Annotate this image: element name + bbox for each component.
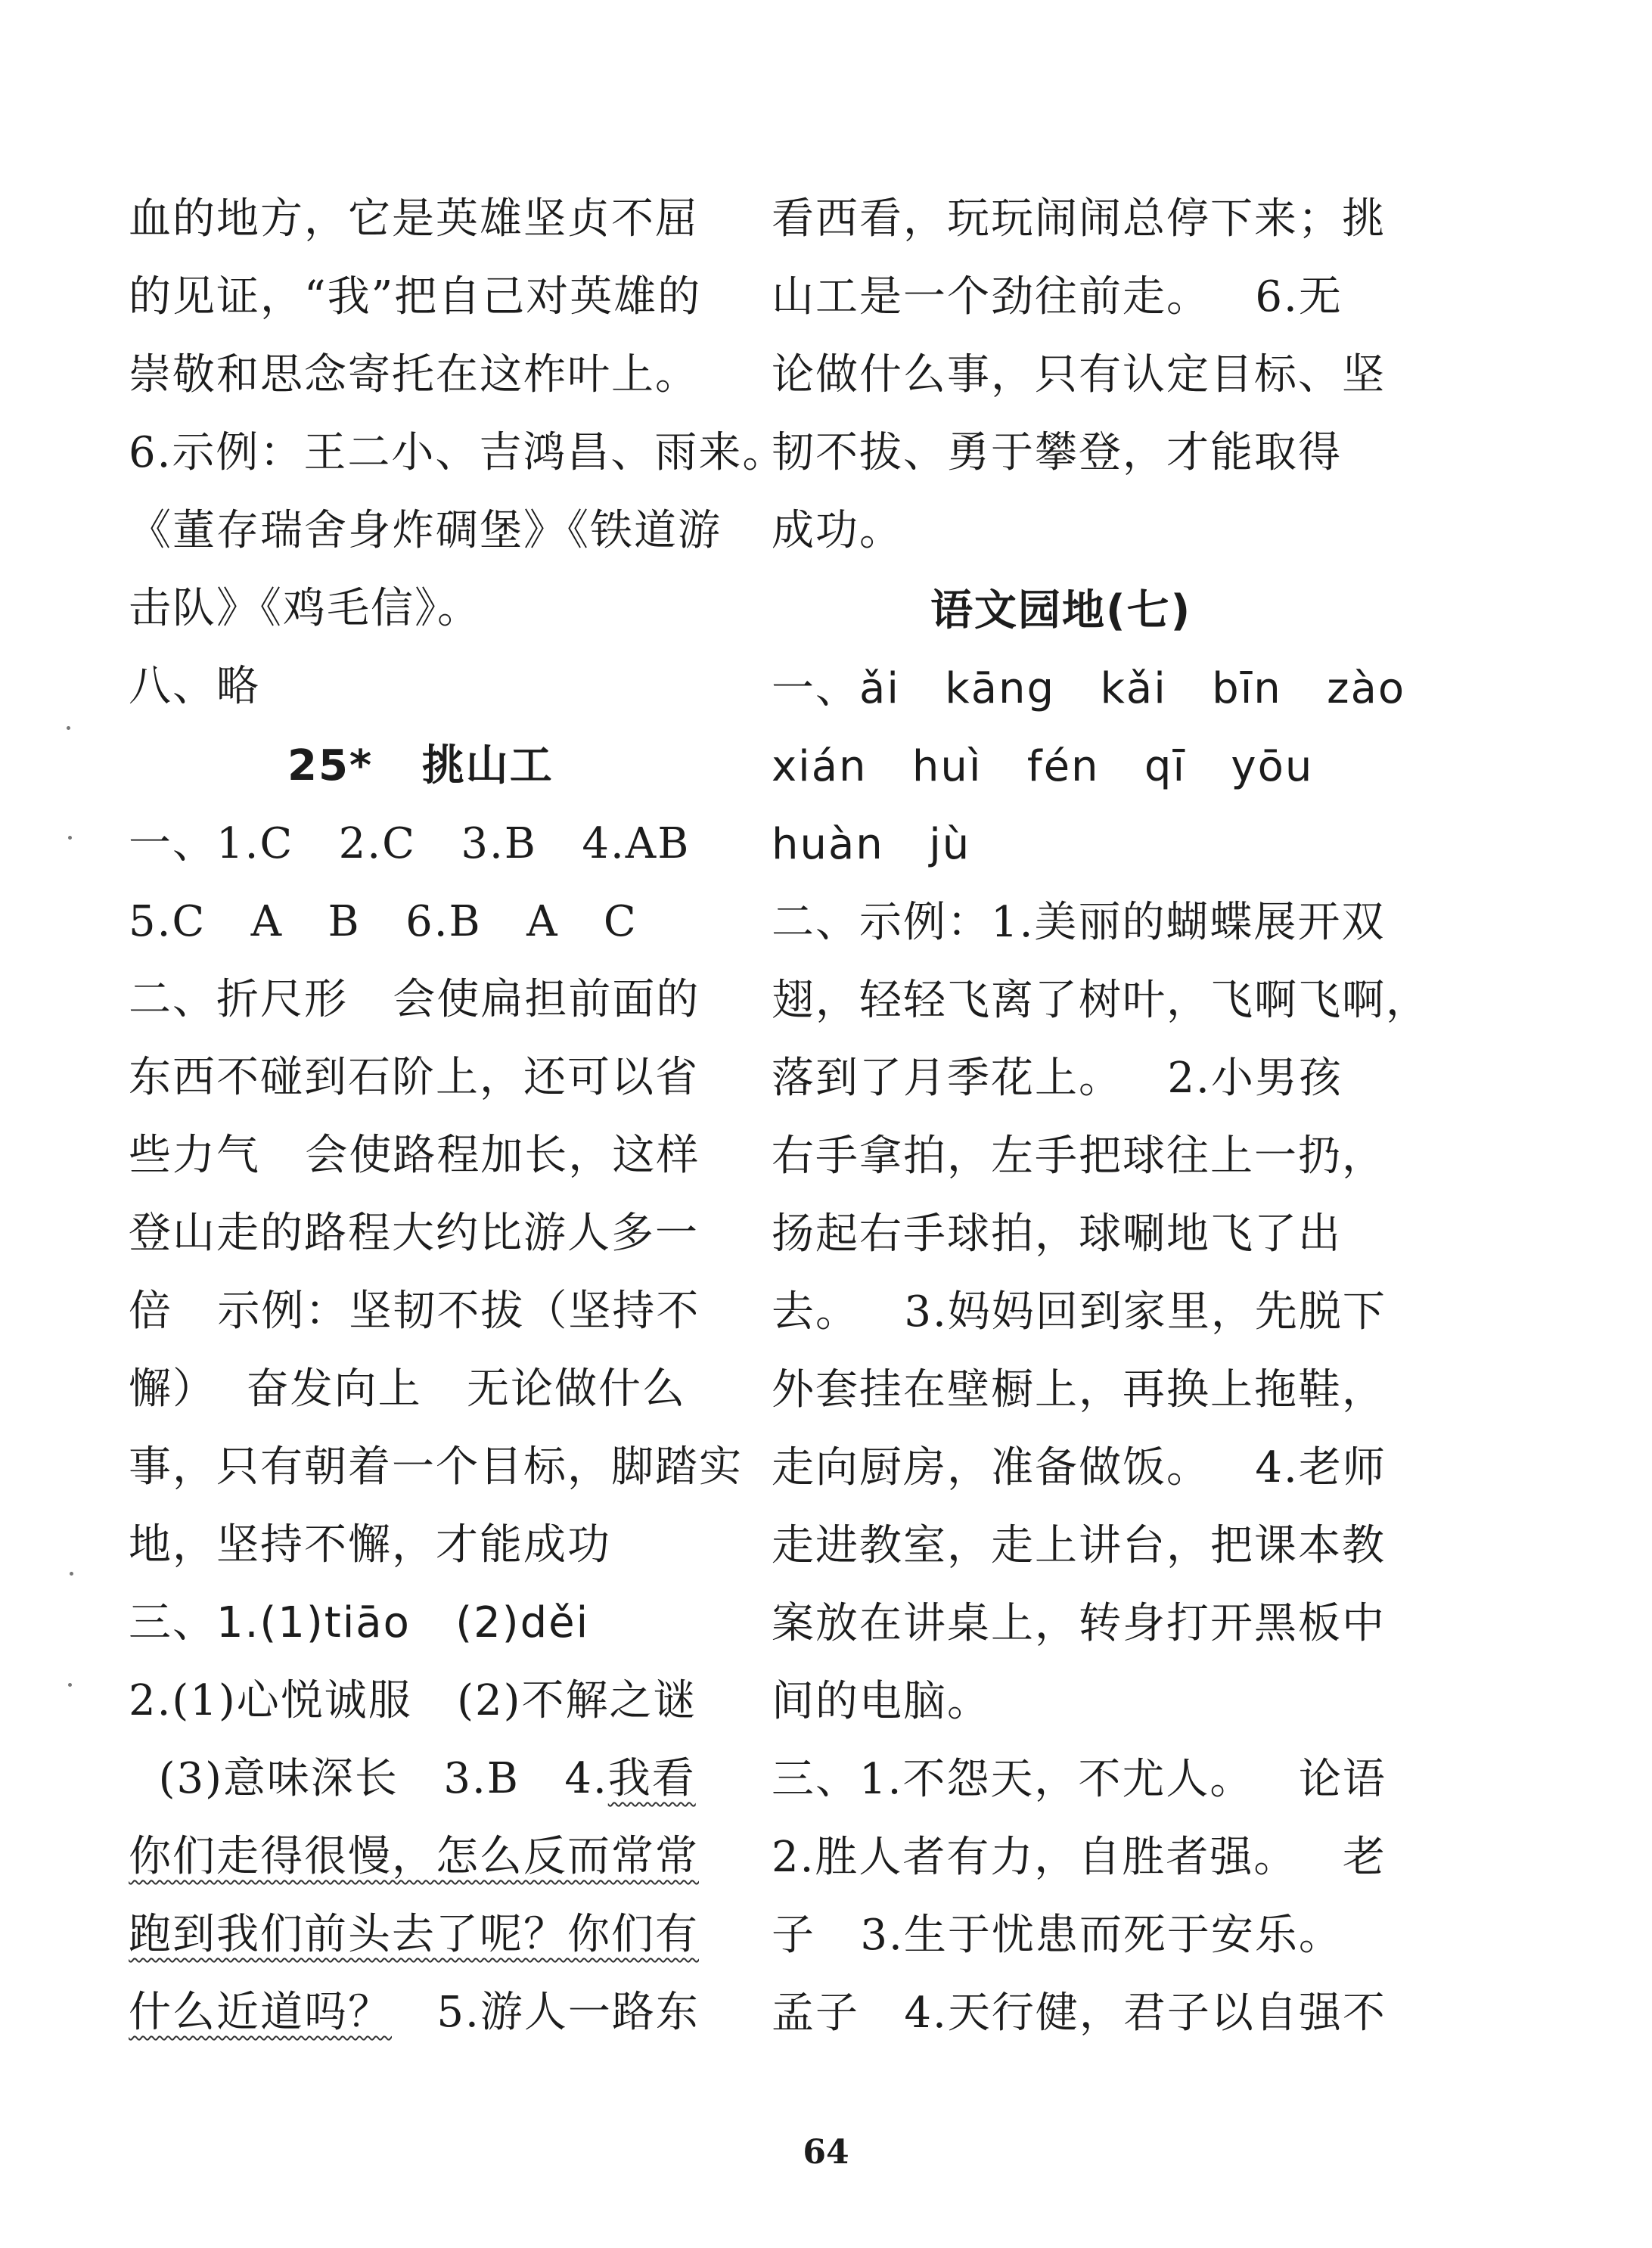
scan-speck [68,1683,72,1687]
text-line [129,1908,699,1961]
pinyin-line: huàn jù [772,820,971,869]
text-line: 击队》《鸡毛信》。 [129,584,481,633]
text-line: 看西看，玩玩闹闹总停下来；挑 [772,194,1386,244]
text-line: 崇敬和思念寄托在这柞叶上。 [129,350,699,399]
text-line [129,1830,699,1883]
text-line: 走进教室，走上讲台，把课本教 [772,1521,1386,1570]
page-number: 64 [803,2133,849,2172]
text-line: 成功。 [772,506,903,555]
text-line: 走向厨房，准备做饭。 4.老师 [772,1443,1386,1492]
text-line: 八、略 [129,662,260,711]
text-segment: (3)意味深长 3.B 4. [129,1754,608,1803]
text-line: 的见证，“我”把自己对英雄的 [129,272,702,321]
text-line: 东西不碰到石阶上，还可以省 [129,1053,699,1102]
text-line: 三、1.(1)tiāo (2)děi [129,1598,590,1647]
text-line [129,1753,696,1806]
text-line: 事，只有朝着一个目标，脚踏实 [129,1442,743,1492]
text-line: 案放在讲桌上，转身打开黑板中 [772,1599,1386,1648]
pinyin-line: 一、ǎi kāng kǎi bīn zào [772,664,1406,713]
section-title-tiaoshangong: 25* 挑山工 [287,741,554,790]
text-line: 些力气 会使路程加长，这样 [129,1131,700,1180]
wavy-underlined-text: 我看 [607,1754,696,1803]
text-segment: 5.游人一路东 [392,1988,700,2037]
text-line: 论做什么事，只有认定目标、坚 [772,350,1386,399]
text-line: 外套挂在壁橱上，再换上拖鞋， [772,1365,1386,1414]
text-line: 血的地方，它是英雄坚贞不屈 [129,194,699,244]
text-line: 间的电脑。 [772,1677,991,1726]
scan-speck [67,726,70,730]
text-line: 一、1.C 2.C 3.B 4.AB [129,819,691,868]
pinyin-line: xián huì fén qī yōu [772,742,1314,791]
section-title-yuwen-yuandi: 语文园地(七) [930,586,1192,635]
text-line: 去。 3.妈妈回到家里，先脱下 [772,1287,1386,1337]
text-line: 5.C A B 6.B A C [129,897,638,946]
scan-speck [68,836,72,840]
text-line: 右手拿拍，左手把球往上一扔， [772,1132,1386,1181]
scan-speck [70,1572,73,1576]
text-line: 山工是一个劲往前走。 6.无 [772,272,1343,321]
text-line: 翅，轻轻飞离了树叶，飞啊飞啊， [772,976,1430,1025]
text-line: 落到了月季花上。 2.小男孩 [772,1054,1343,1103]
text-line: 倍 示例：坚韧不拔（坚持不 [129,1287,700,1336]
wavy-underlined-text: 跑到我们前头去了呢？你们有 [129,1910,699,1959]
text-line: 《董存瑞舍身炸碉堡》《铁道游 [129,506,722,555]
text-line: 6.示例：王二小、吉鸿昌、雨来。 [129,428,787,477]
text-line: 韧不拔、勇于攀登，才能取得 [772,428,1342,477]
text-line [129,1986,700,2039]
wavy-underlined-text: 什么近道吗？ [129,1988,392,2037]
text-line: 孟子 4.天行健，君子以自强不 [772,1989,1386,2038]
text-line: 二、折尺形 会使扁担前面的 [129,975,700,1024]
text-line: 登山走的路程大约比游人多一 [129,1209,699,1258]
text-line: 扬起右手球拍，球唰地飞了出 [772,1209,1342,1259]
text-line: 地，坚持不懈，才能成功 [129,1520,611,1570]
text-line: 2.(1)心悦诚服 (2)不解之谜 [129,1676,697,1725]
wavy-underlined-text: 你们走得很慢，怎么反而常常 [129,1832,699,1881]
text-line: 三、1.不怨天，不尤人。 论语 [772,1755,1386,1804]
text-line: 2.胜人者有力，自胜者强。 老 [772,1833,1386,1882]
text-line: 子 3.生于忧患而死于安乐。 [772,1911,1343,1960]
text-line: 二、示例：1.美丽的蝴蝶展开双 [772,898,1386,947]
text-line: 懈） 奋发向上 无论做什么 [129,1365,687,1414]
